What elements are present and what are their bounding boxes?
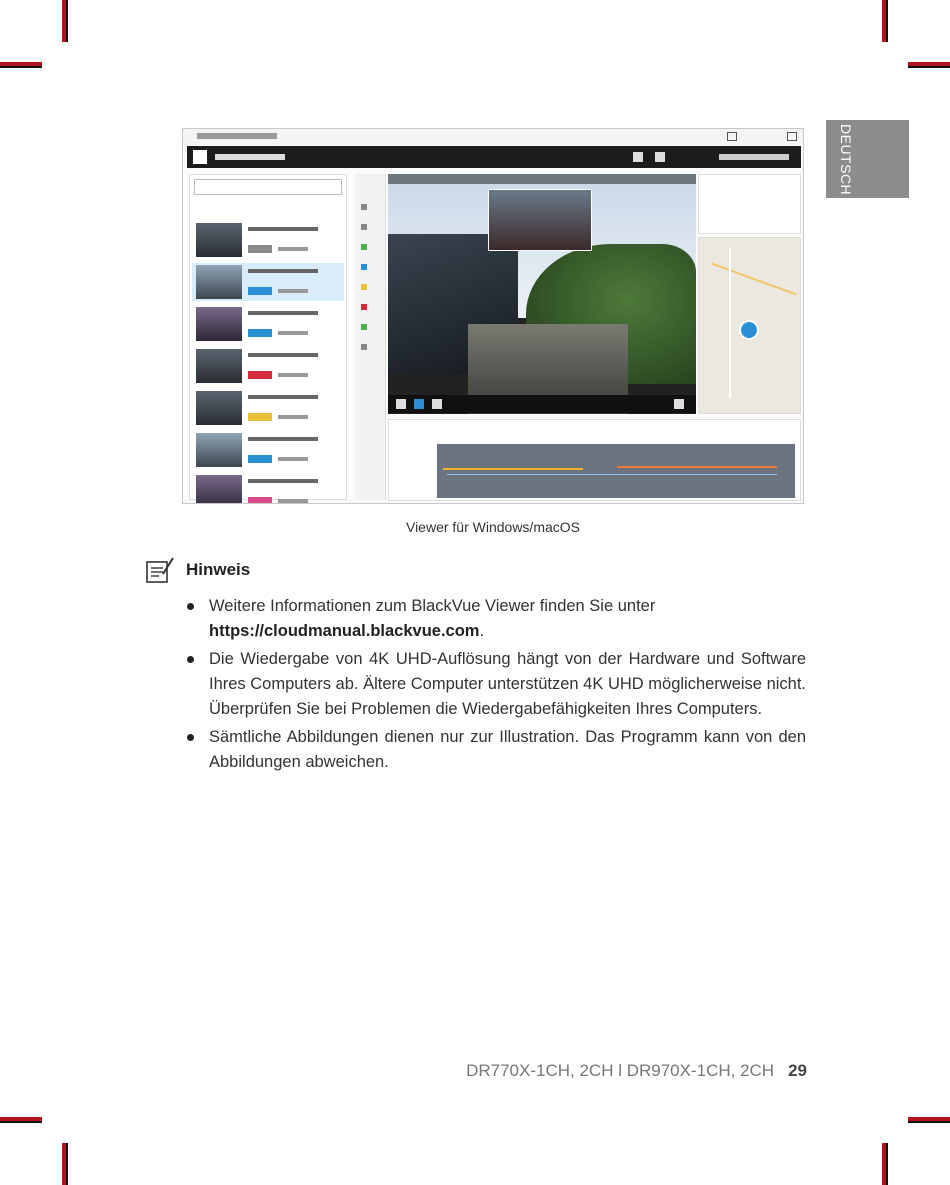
list-item bbox=[192, 221, 344, 259]
page-number: 29 bbox=[788, 1061, 807, 1080]
list-item bbox=[192, 431, 344, 469]
filter-icon bbox=[655, 152, 665, 162]
note-item-text: Weitere Informationen zum BlackVue Viewer finden Sie unter bbox=[209, 597, 656, 615]
search-input bbox=[194, 179, 342, 195]
rear-camera-pip bbox=[488, 189, 592, 251]
toolbar-label bbox=[215, 154, 285, 160]
crop-mark bbox=[0, 62, 42, 66]
rewind-icon bbox=[396, 399, 406, 409]
playback-controls bbox=[388, 395, 696, 413]
viewer-screenshot bbox=[182, 128, 804, 504]
crop-mark bbox=[908, 1117, 950, 1121]
crop-mark bbox=[882, 0, 886, 42]
language-tab bbox=[826, 120, 909, 198]
info-panel bbox=[698, 174, 801, 234]
list-item-selected bbox=[192, 263, 344, 301]
note-item-text: Die Wiedergabe von 4K UHD-Auflösung hängt von der Hardware und Software Ihres Computers ab. Ältere Computer unterstützen 4K UHD möglicherweise nicht. Überprüfen Sie bei Problemen die Wiedergabefähigkeiten Ihres Computers. bbox=[209, 650, 807, 718]
location-pin-icon bbox=[739, 320, 759, 340]
crop-mark bbox=[908, 62, 950, 66]
gsensor-graph bbox=[388, 419, 801, 501]
file-list bbox=[189, 174, 347, 500]
manual-link[interactable]: https://cloudmanual.blackvue.com bbox=[209, 622, 480, 640]
page-footer bbox=[466, 1061, 807, 1081]
note-item bbox=[186, 647, 806, 722]
home-icon bbox=[193, 150, 207, 164]
maximize-icon bbox=[727, 132, 737, 141]
note-item-text: Sämtliche Abbildungen dienen nur zur Illustration. Das Programm kann von den Abbildungen abweichen. bbox=[209, 728, 806, 771]
window-title bbox=[197, 133, 277, 139]
forward-icon bbox=[432, 399, 442, 409]
language-tab-label: DEUTSCH bbox=[838, 124, 854, 196]
footer-model: DR770X-1CH, 2CH l DR970X-1CH, 2CH bbox=[466, 1061, 775, 1080]
app-toolbar bbox=[187, 146, 801, 168]
play-icon bbox=[414, 399, 424, 409]
settings-icon bbox=[633, 152, 643, 162]
crop-mark bbox=[62, 0, 66, 42]
list-item bbox=[192, 347, 344, 385]
list-item bbox=[192, 305, 344, 343]
note-title: Hinweis bbox=[186, 560, 251, 579]
timeline-sidebar bbox=[355, 174, 386, 500]
note-list bbox=[186, 594, 806, 778]
note-icon bbox=[145, 556, 175, 584]
note-item bbox=[186, 594, 806, 644]
list-item bbox=[192, 389, 344, 427]
toolbar-right-label bbox=[719, 154, 789, 160]
video-player bbox=[388, 174, 696, 414]
map-panel bbox=[698, 237, 801, 414]
note-item bbox=[186, 725, 806, 775]
close-icon bbox=[787, 132, 797, 141]
crop-mark bbox=[882, 1143, 886, 1185]
list-item bbox=[192, 473, 344, 504]
window-titlebar bbox=[183, 129, 803, 145]
fullscreen-icon bbox=[674, 399, 684, 409]
crop-mark bbox=[62, 1143, 66, 1185]
video-overlay-bar bbox=[388, 174, 696, 184]
crop-mark bbox=[0, 1117, 42, 1121]
figure-caption: Viewer für Windows/macOS bbox=[405, 519, 580, 535]
note-item-suffix: . bbox=[479, 622, 485, 640]
